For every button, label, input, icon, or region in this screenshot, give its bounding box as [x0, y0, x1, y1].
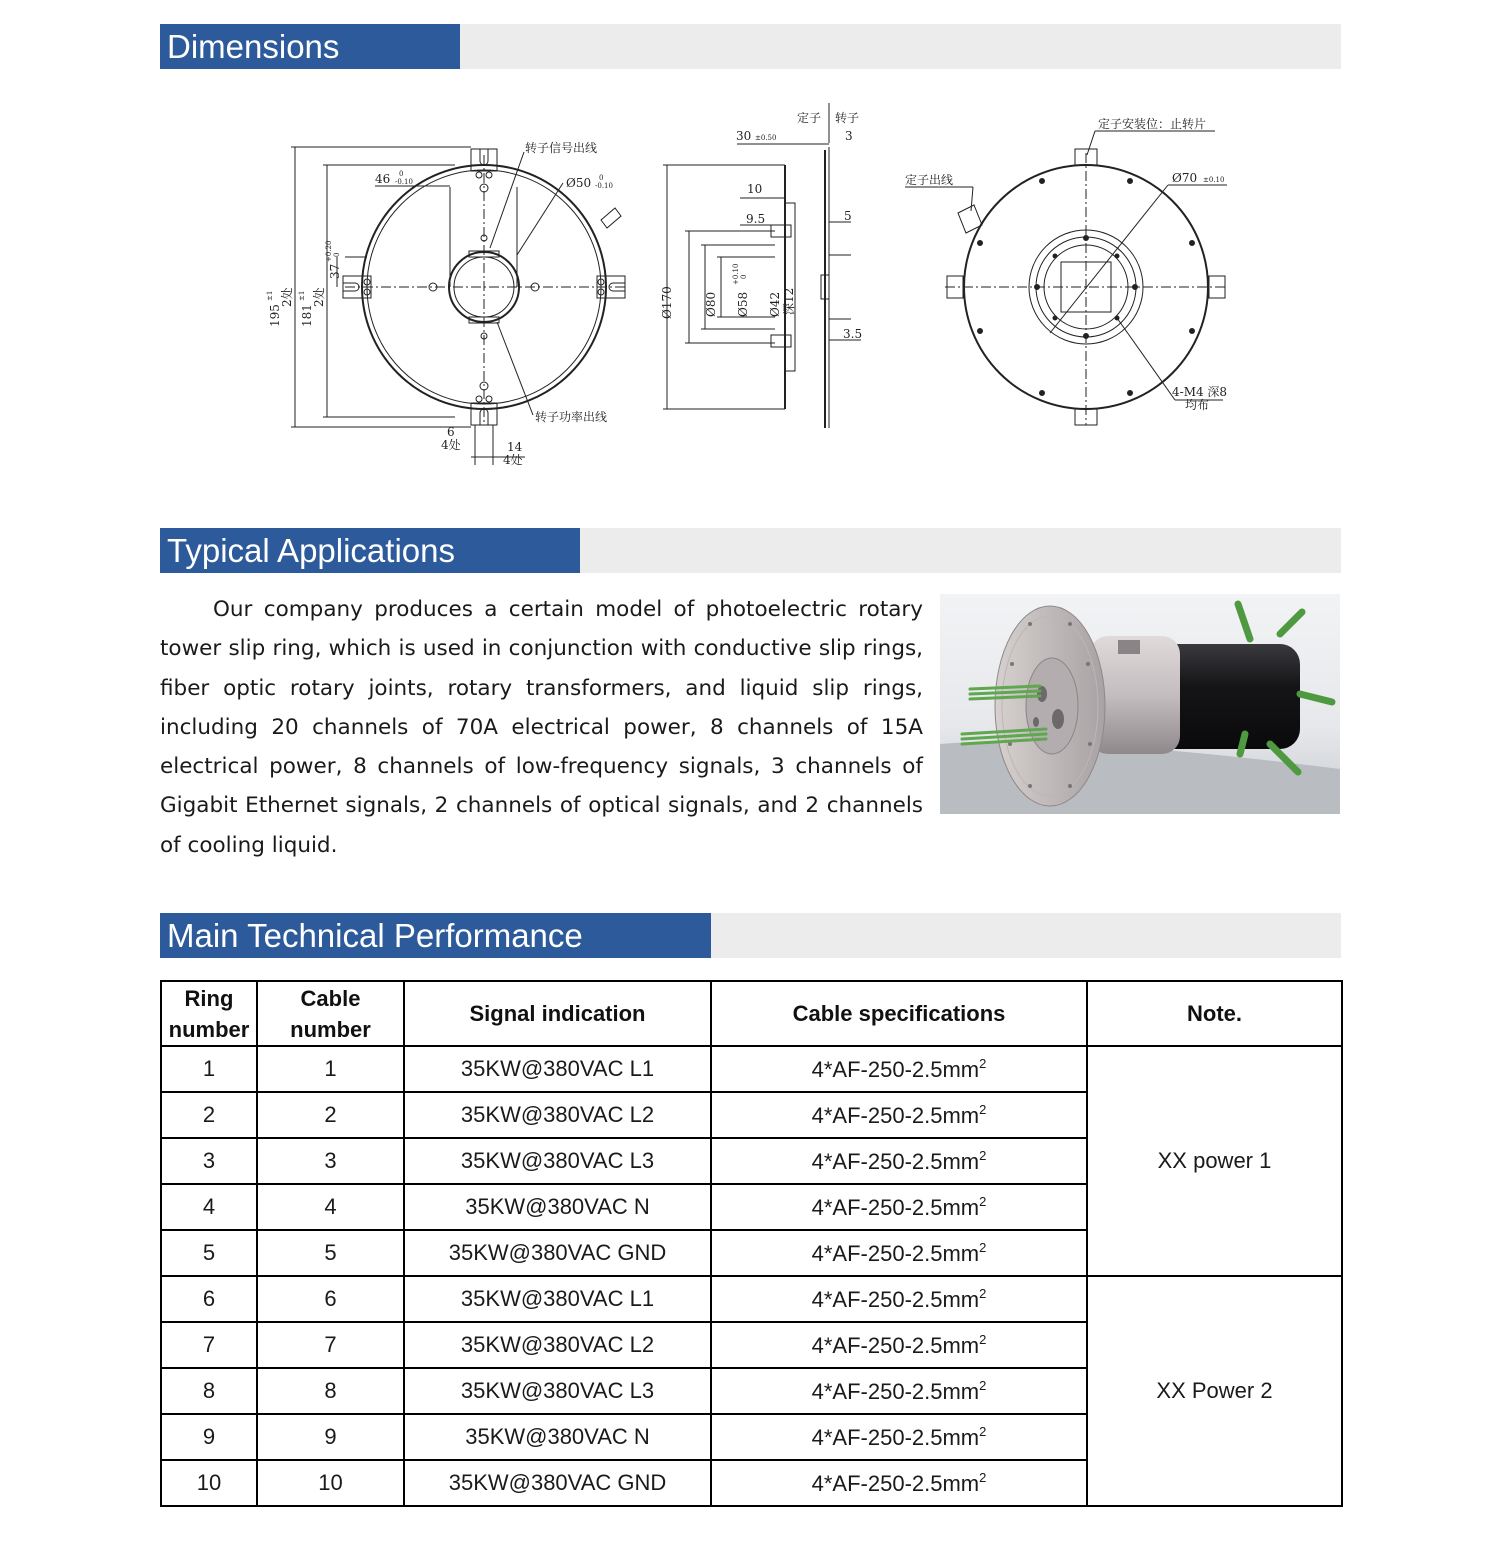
depth-12: 深12 — [782, 287, 796, 315]
cable-cell: 8 — [257, 1368, 404, 1414]
dim-5: 5 — [844, 209, 852, 223]
dim-37-tol-up: +0.20 — [325, 240, 333, 262]
cable-cell: 4 — [257, 1184, 404, 1230]
dim-42: Ø42 — [768, 291, 782, 317]
dimension-drawing — [255, 95, 1245, 495]
signal-cell: 35KW@380VAC L3 — [404, 1138, 711, 1184]
dim-195-qty: 2处 — [280, 287, 294, 307]
signal-cell: 35KW@380VAC GND — [404, 1460, 711, 1506]
dim-37-tol-low: 0 — [333, 252, 341, 257]
ring-cell: 9 — [161, 1414, 257, 1460]
ring-cell: 7 — [161, 1322, 257, 1368]
dim-70: Ø70 — [1172, 171, 1198, 185]
spec-cell: $4*AF-250-2.5mm^2$ — [711, 1460, 1087, 1506]
dim-181-tol: ±1 — [298, 290, 306, 301]
stator-label: 定子 — [797, 111, 822, 125]
spec-cell: $4*AF-250-2.5mm^2$ — [711, 1184, 1087, 1230]
applications-header-bar — [160, 528, 1341, 573]
performance-header-bar — [160, 913, 1341, 958]
cable-cell: 9 — [257, 1414, 404, 1460]
spec-cell: $4*AF-250-2.5mm^2$ — [711, 1138, 1087, 1184]
dim-70-tol: ±0.10 — [1203, 176, 1225, 184]
cable-cell: 7 — [257, 1322, 404, 1368]
dim-14: 14 — [507, 440, 523, 454]
dim-46-tol-low: -0.10 — [395, 178, 413, 186]
ring-cell: 5 — [161, 1230, 257, 1276]
dim-30-tol: ±0.50 — [755, 134, 777, 142]
spec-cell: $4*AF-250-2.5mm^2$ — [711, 1046, 1087, 1092]
dim-10: 10 — [747, 182, 763, 196]
rotor-label: 转子 — [835, 111, 860, 125]
table-header-row — [161, 981, 1342, 1046]
cable-cell: 5 — [257, 1230, 404, 1276]
dim-6: 6 — [447, 425, 455, 439]
dim-58-tol-low: 0 — [740, 274, 748, 279]
header-ring-number: Ring number — [161, 981, 257, 1046]
ring-cell: 2 — [161, 1092, 257, 1138]
dim-181-qty: 2处 — [312, 287, 326, 307]
ring-cell: 4 — [161, 1184, 257, 1230]
product-image — [940, 594, 1340, 814]
ring-cell: 3 — [161, 1138, 257, 1184]
signal-cell: 35KW@380VAC GND — [404, 1230, 711, 1276]
dim-195: 195 — [268, 304, 282, 327]
applications-description: Our company produces a certain model of photoelectric rotary tower slip ring, which is used in conjunction with conductive slip rings, fiber optic rotary joints, rotary transformers, and liquid slip rings, including 20 channels of 70A electrical power, 8 channels of 15A electrical power, 8 channels of low-frequency signals, 3 channels of Gigabit Ethernet signals, 2 channels of optical signals, and 2 channels of cooling liquid. — [160, 597, 923, 858]
dim-181: 181 — [300, 304, 314, 327]
performance-table — [160, 980, 1343, 1507]
dim-6-qty: 4处 — [441, 438, 461, 452]
dim-3-5: 3.5 — [843, 327, 863, 341]
dim-3: 3 — [845, 129, 853, 143]
dim-30: 30 — [736, 129, 752, 143]
cable-cell: 6 — [257, 1276, 404, 1322]
spec-cell: $4*AF-250-2.5mm^2$ — [711, 1092, 1087, 1138]
signal-cell: 35KW@380VAC N — [404, 1184, 711, 1230]
spec-cell: $4*AF-250-2.5mm^2$ — [711, 1276, 1087, 1322]
dim-50: Ø50 — [566, 176, 592, 190]
dim-46: 46 — [375, 172, 391, 186]
performance-title: Main Technical Performance — [160, 913, 711, 958]
dim-195-tol: ±1 — [266, 290, 274, 301]
dimensions-title: Dimensions — [160, 24, 460, 69]
rotor-signal-label: 转子信号出线 — [525, 141, 598, 155]
rotor-power-label: 转子功率出线 — [535, 410, 608, 424]
header-cable-number: Cable number — [257, 981, 404, 1046]
stator-out-label: 定子出线 — [905, 173, 954, 187]
spec-cell: $4*AF-250-2.5mm^2$ — [711, 1414, 1087, 1460]
header-cable-specifications: Cable specifications — [711, 981, 1087, 1046]
cable-cell: 1 — [257, 1046, 404, 1092]
header-note: Note. — [1087, 981, 1342, 1046]
dim-50-tol-up: 0 — [599, 174, 604, 182]
ring-cell: 6 — [161, 1276, 257, 1322]
table-row — [161, 1046, 1342, 1092]
signal-cell: 35KW@380VAC L1 — [404, 1046, 711, 1092]
cable-cell: 10 — [257, 1460, 404, 1506]
spec-cell: $4*AF-250-2.5mm^2$ — [711, 1322, 1087, 1368]
signal-cell: 35KW@380VAC L2 — [404, 1092, 711, 1138]
cable-cell: 2 — [257, 1092, 404, 1138]
m4-label: 4-M4 深8 — [1172, 385, 1228, 399]
ring-cell: 1 — [161, 1046, 257, 1092]
dim-80: Ø80 — [704, 291, 718, 317]
dim-170: Ø170 — [660, 286, 674, 319]
ring-cell: 10 — [161, 1460, 257, 1506]
signal-cell: 35KW@380VAC L2 — [404, 1322, 711, 1368]
dimensions-header-bar — [160, 24, 1341, 69]
table-row — [161, 1276, 1342, 1322]
note-cell: XX power 1 — [1087, 1046, 1342, 1276]
side-view — [663, 103, 861, 428]
stator-mount-label: 定子安装位：止转片 — [1098, 117, 1207, 131]
dim-58: Ø58 — [736, 291, 750, 317]
spec-cell: $4*AF-250-2.5mm^2$ — [711, 1368, 1087, 1414]
dim-14-qty: 4处 — [503, 453, 523, 467]
ring-cell: 8 — [161, 1368, 257, 1414]
cable-cell: 3 — [257, 1138, 404, 1184]
dim-58-tol-up: +0.10 — [732, 263, 740, 285]
dim-37: 37 — [328, 263, 342, 279]
signal-cell: 35KW@380VAC N — [404, 1414, 711, 1460]
dim-50-tol-low: -0.10 — [595, 182, 613, 190]
note-cell: XX Power 2 — [1087, 1276, 1342, 1506]
signal-cell: 35KW@380VAC L3 — [404, 1368, 711, 1414]
signal-cell: 35KW@380VAC L1 — [404, 1276, 711, 1322]
spec-cell: $4*AF-250-2.5mm^2$ — [711, 1230, 1087, 1276]
applications-title: Typical Applications — [160, 528, 580, 573]
dim-46-tol-up: 0 — [399, 170, 404, 178]
even-label: 均布 — [1185, 398, 1210, 412]
dim-9-5: 9.5 — [746, 212, 766, 226]
header-signal-indication: Signal indication — [404, 981, 711, 1046]
